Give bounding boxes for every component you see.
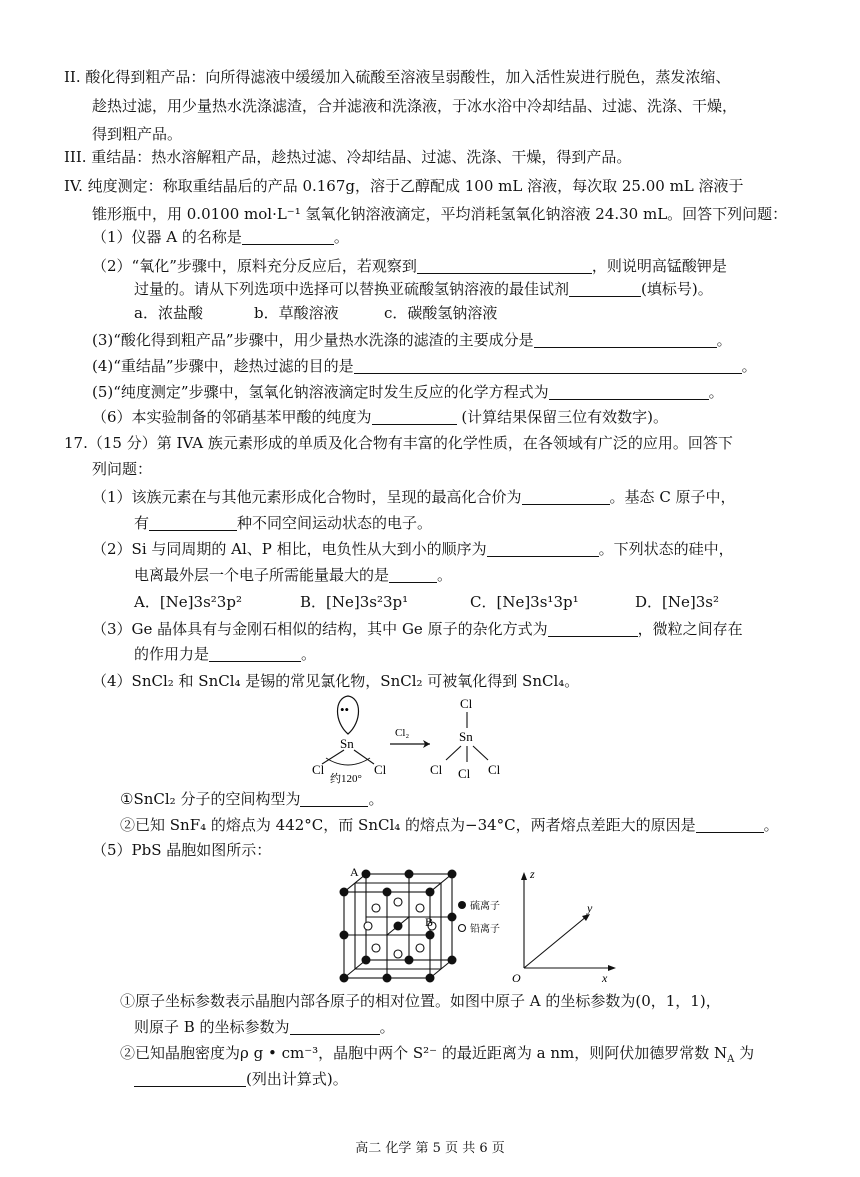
text-line: 趁热过滤，用少量热水洗涤滤渣，合并滤液和洗涤液，于冰水浴中冷却结晶、过滤、洗涤、干燥， — [92, 97, 738, 115]
cl-atom-label: Cl — [430, 762, 443, 777]
sub-question-4-2: ②已知 SnF₄ 的熔点为 442°C，而 SnCl₄ 的熔点为−34°C，两者熔点差距大的原因是 。 — [120, 816, 779, 834]
cl-atom-label: Cl — [458, 766, 471, 781]
x-axis-arrow-icon — [608, 965, 616, 971]
option-a[interactable]: a．浓盐酸 — [134, 304, 203, 322]
answer-blank[interactable] — [569, 281, 641, 297]
reagent-label: Cl₂ — [395, 727, 410, 739]
answer-blank[interactable] — [696, 817, 764, 833]
question-3: (3)“酸化得到粗产品”步骤中，用少量热水洗涤的滤渣的主要成分是 。 — [92, 331, 732, 349]
answer-blank[interactable] — [242, 229, 334, 245]
sub-question-3-cont: 的作用力是 。 — [134, 645, 317, 663]
bond-angle-arc-icon — [326, 758, 370, 765]
option-a[interactable]: A．[Ne]3s²3p² — [134, 593, 242, 611]
answer-blank[interactable] — [300, 791, 368, 807]
bond-angle-label: 约120° — [330, 773, 362, 784]
legend-sulfide: 硫离子 — [470, 901, 500, 912]
question-2-options — [134, 303, 497, 323]
answer-blank[interactable] — [134, 1071, 246, 1087]
legend-lead: 铅离子 — [470, 924, 500, 935]
x-axis-label: x — [602, 971, 608, 985]
option-c[interactable]: c．碳酸氢钠溶液 — [384, 304, 498, 322]
question-5: (5)“纯度测定”步骤中，氢氧化钠溶液滴定时发生反应的化学方程式为 。 — [92, 383, 724, 401]
answer-blank[interactable] — [149, 515, 237, 531]
question-2-cont: 过量的。请从下列选项中选择可以替换亚硫酸氢钠溶液的最佳试剂 (填标号)。 — [134, 280, 713, 298]
sub-question-1-cont: 有 种不同空间运动状态的电子。 — [134, 514, 433, 532]
z-axis-arrow-icon — [521, 872, 527, 880]
lone-pair-dots: •• — [340, 702, 350, 717]
answer-blank[interactable] — [534, 332, 717, 348]
y-axis-arrow-icon — [582, 914, 590, 921]
text-line: IV. 纯度测定：称取重结晶后的产品 0.167g，溶于乙醇配成 100 mL 溶液，每次取 25.00 mL 溶液于 — [64, 177, 744, 195]
sub-question-2-options — [134, 592, 719, 612]
legend-open-dot-icon — [459, 925, 466, 932]
page-footer: 高二 化学 第 5 页 共 6 页 — [355, 1141, 505, 1156]
sub-question-2: （2）Si 与同周期的 Al、P 相比，电负性从大到小的顺序为 。下列状态的硅中， — [92, 540, 734, 558]
answer-blank[interactable] — [548, 621, 638, 637]
sub-question-3: （3）Ge 晶体具有与金刚石相似的结构，其中 Ge 原子的杂化方式为 ，微粒之间存在 — [92, 620, 743, 638]
option-b[interactable]: B．[Ne]3s²3p¹ — [300, 593, 409, 611]
text-line: III. 重结晶：热水溶解粗产品，趁热过滤、冷却结晶、过滤、洗涤、干燥，得到产品。 — [64, 148, 632, 166]
legend-filled-dot-icon — [458, 901, 466, 909]
origin-label: O — [512, 971, 521, 985]
question-4: (4)“重结晶”步骤中，趁热过滤的目的是 。 — [92, 357, 757, 375]
answer-blank[interactable] — [372, 409, 457, 425]
answer-blank[interactable] — [389, 567, 437, 583]
sub-question-5-1: ①原子坐标参数表示晶胞内部各原子的相对位置。如图中原子 A 的坐标参数为(0，1，1)， — [120, 992, 721, 1010]
sub-question-5: （5）PbS 晶胞如图所示： — [92, 841, 272, 859]
atom-b-label: B — [425, 915, 434, 929]
sub-question-4-1: ①SnCl₂ 分子的空间构型为 。 — [120, 790, 384, 808]
option-b[interactable]: b．草酸溶液 — [254, 304, 339, 322]
sub-question-5-2-cont: (列出计算式)。 — [134, 1069, 348, 1089]
option-d[interactable]: D．[Ne]3s² — [635, 593, 719, 611]
text-line: 列问题： — [92, 460, 153, 478]
cl-atom-label: Cl — [460, 696, 473, 711]
question-6: （6）本实验制备的邻硝基苯甲酸的纯度为 (计算结果保留三位有效数字)。 — [92, 408, 669, 426]
sncl-reaction-figure — [300, 692, 530, 784]
sub-question-5-2: ②已知晶胞密度为ρ g • cm⁻³，晶胞中两个 S²⁻ 的最近距离为 a nm，则阿伏加德罗常数 $N_A$ 为 — [120, 1044, 755, 1065]
answer-blank[interactable] — [549, 384, 709, 400]
z-axis-label: z — [530, 867, 535, 881]
pbs-unit-cell-figure — [332, 862, 632, 986]
answer-blank[interactable] — [522, 489, 610, 505]
sub-question-2-cont: 电离最外层一个电子所需能量最大的是 。 — [134, 566, 453, 584]
answer-blank[interactable] — [417, 258, 592, 274]
text-line: II. 酸化得到粗产品：向所得滤液中缓缓加入硫酸至溶液呈弱酸性，加入活性炭进行脱色，蒸发浓缩、 — [64, 68, 731, 86]
y-axis-label: y — [587, 901, 593, 915]
cl-atom-label: Cl — [488, 762, 501, 777]
question-1: （1）仪器 A 的名称是 。 — [92, 228, 349, 246]
atom-a-label: A — [350, 865, 359, 879]
sn-atom-label: Sn — [459, 729, 473, 744]
answer-blank[interactable] — [354, 358, 742, 374]
cl-atom-label: Cl — [312, 762, 325, 777]
answer-blank[interactable] — [290, 1019, 380, 1035]
text-line: 锥形瓶中，用 0.0100 mol·L⁻¹ 氢氧化钠溶液滴定，平均消耗氢氧化钠溶液 24.30 mL。回答下列问题： — [92, 205, 788, 223]
sn-atom-label: Sn — [340, 736, 354, 751]
answer-blank[interactable] — [487, 541, 599, 557]
sub-question-4: （4）SnCl₂ 和 SnCl₄ 是锡的常见氯化物，SnCl₂ 可被氧化得到 SnCl₄。 — [92, 672, 580, 690]
cl-atom-label: Cl — [374, 762, 387, 777]
question-2: （2）“氧化”步骤中，原料充分反应后，若观察到 ，则说明高锰酸钾是 — [92, 257, 727, 275]
sub-question-1: （1）该族元素在与其他元素形成化合物时，呈现的最高化合价为 。基态 C 原子中， — [92, 488, 736, 506]
text-line: 得到粗产品。 — [92, 125, 183, 143]
sulfide-ion-dots — [340, 870, 457, 983]
problem-17-title: 17.（15 分）第 IVA 族元素形成的单质及化合物有丰富的化学性质，在各领域有广泛的应用。回答下 — [64, 434, 733, 452]
sub-question-5-1-cont: 则原子 B 的坐标参数为 。 — [134, 1018, 395, 1036]
answer-blank[interactable] — [209, 646, 301, 662]
option-c[interactable]: C．[Ne]3s¹3p¹ — [470, 593, 579, 611]
